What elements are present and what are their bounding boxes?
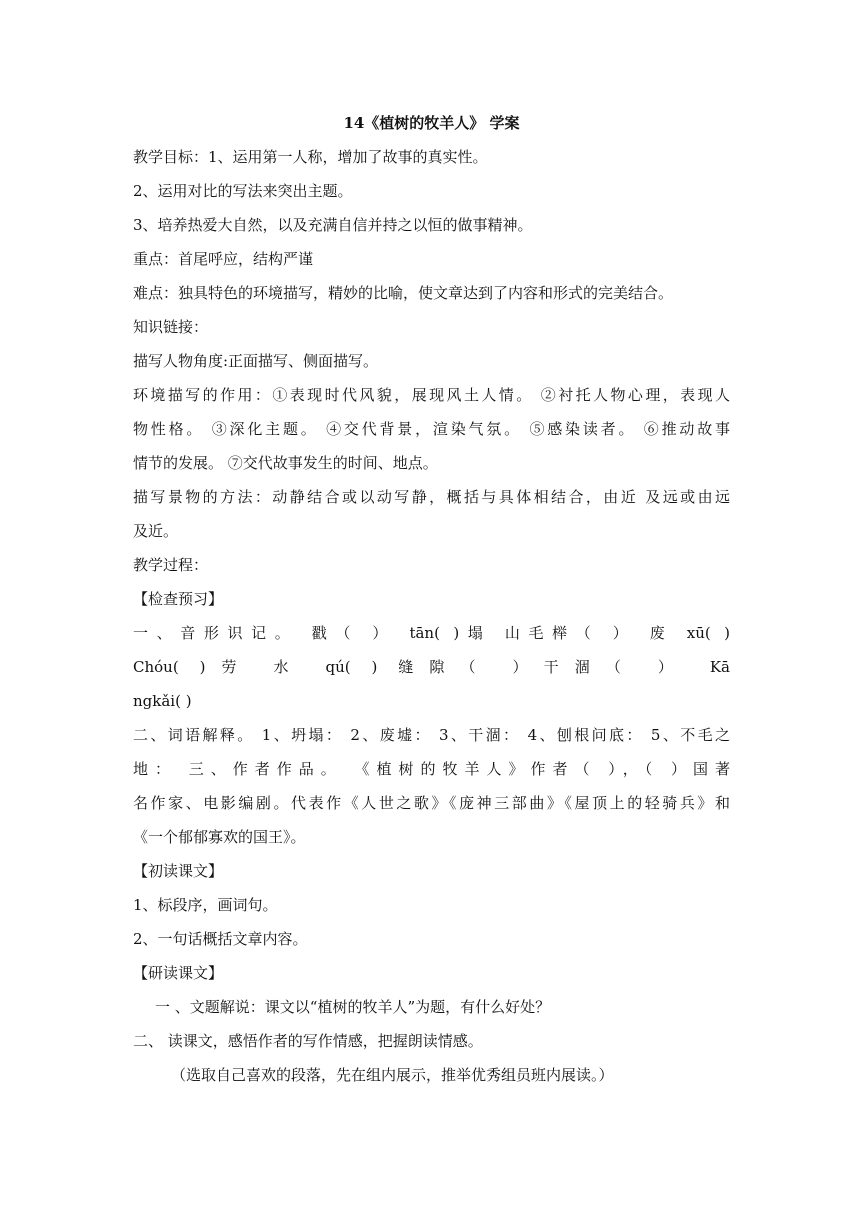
pronunciation-line-2: Chóu( )劳 水 qú( ) 缝隙（ ）干涸（ ） Kā [133, 658, 730, 676]
knowledge-link-heading: 知识链接： [133, 318, 209, 336]
document-page [133, 112, 730, 1092]
study-item-1: 一 、文题解说：课文以“植树的牧羊人”为题，有什么好处？ [155, 998, 551, 1016]
vocabulary-line-3: 名作家、电影编剧。代表作《人世之歌》《庞神三部曲》《屋顶上的轻骑兵》和 [133, 794, 730, 812]
vocabulary-line-4: 《一个郁郁寡欢的国王》。 [133, 828, 306, 846]
document-title: 14《植树的牧羊人》 学案 [343, 114, 520, 132]
vocabulary-line-1: 二、词语解释。 1、坍塌： 2、废墟： 3、干涸： 4、刨根问底： 5、不毛之 [133, 726, 730, 744]
environment-role-line-3: 情节的发展。 ⑦交代故事发生的时间、地点。 [133, 454, 438, 472]
teaching-goal-2: 2、运用对比的写法来突出主题。 [133, 182, 353, 200]
pronunciation-line-1: 一、音形识记。 戳（ ） tān( )塌 山毛榉（ ） 废 xū( ) [133, 624, 730, 642]
study-item-3: （选取自己喜欢的段落，先在组内展示，推举优秀组员班内展读。） [171, 1066, 614, 1084]
section-study-heading: 【研读课文】 [133, 964, 224, 982]
scene-method-line-1: 描写景物的方法：动静结合或以动写静，概括与具体相结合，由近 及远或由远 [133, 488, 730, 506]
difficulty: 难点：独具特色的环境描写，精妙的比喻，使文章达到了内容和形式的完美结合。 [133, 284, 674, 302]
teaching-process-heading: 教学过程： [133, 556, 209, 574]
pronunciation-line-3: ngkǎi( ) [133, 692, 192, 710]
teaching-goal-3: 3、培养热爱大自然，以及充满自信并持之以恒的做事精神。 [133, 216, 533, 234]
first-read-item-2: 2、一句话概括文章内容。 [133, 930, 308, 948]
vocabulary-line-2: 地： 三、作者作品。 《植树的牧羊人》作者（ ），（ ）国著 [133, 760, 730, 778]
environment-role-line-1: 环境描写的作用：①表现时代风貌，展现风土人情。 ②衬托人物心理，表现人 [133, 386, 730, 404]
environment-role-line-2: 物性格。 ③深化主题。 ④交代背景，渲染气氛。 ⑤感染读者。 ⑥推动故事 [133, 420, 730, 438]
character-description-angle: 描写人物角度:正面描写、侧面描写。 [133, 352, 379, 370]
first-read-item-1: 1、标段序，画词句。 [133, 896, 278, 914]
section-first-read-heading: 【初读课文】 [133, 862, 224, 880]
study-item-2: 二、 读课文，感悟作者的写作情感，把握朗读情感。 [133, 1032, 483, 1050]
scene-method-line-2: 及近。 [133, 522, 179, 540]
key-point: 重点：首尾呼应，结构严谨 [133, 250, 314, 268]
section-preview-heading: 【检查预习】 [133, 590, 224, 608]
teaching-goal-1: 教学目标：1、运用第一人称，增加了故事的真实性。 [133, 148, 488, 166]
